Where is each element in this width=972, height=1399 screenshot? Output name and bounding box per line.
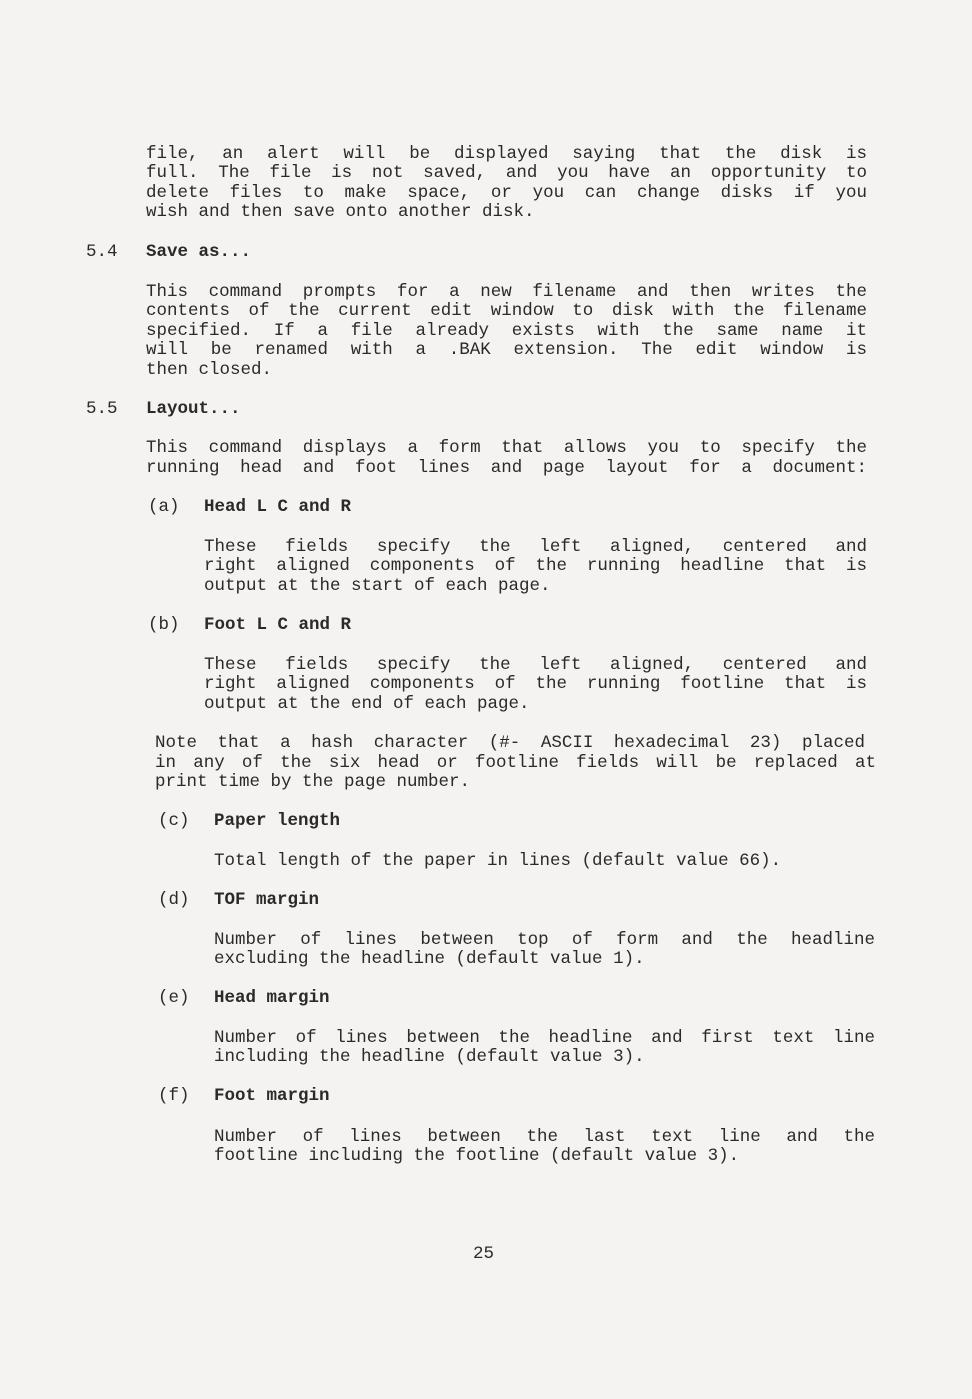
item-line: footline including the footline (default value 3). [214,1146,740,1166]
item-label: (c) [158,811,190,831]
page-number: 25 [473,1244,495,1264]
section-heading: Layout... [146,399,241,419]
intro-line-3: delete files to make space, or you can change disks if you [146,183,867,203]
item-label: (a) [148,497,180,517]
paragraph-line: contents of the current edit window to disk with the filename [146,301,867,321]
item-label: (f) [158,1086,190,1106]
item-line: output at the end of each page. [204,694,530,714]
paragraph-line: This command prompts for a new filename and then writes the [146,282,867,302]
note-line: Note that a hash character (#- ASCII hexadecimal 23) placed [155,733,865,753]
item-heading: Head L C and R [204,497,352,517]
paragraph-line: specified. If a file already exists with the same name it [146,321,867,341]
section-number: 5.4 [86,242,118,262]
note-line: in any of the six head or footline fields will be replaced at [155,753,876,773]
note-line: print time by the page number. [155,772,471,792]
item-line: right aligned components of the running footline that is [204,674,867,694]
item-line: excluding the headline (default value 1). [214,949,645,969]
paragraph-line: running head and foot lines and page layout for a document: [146,458,867,478]
intro-line-1: file, an alert will be displayed saying that the disk is [146,144,867,164]
item-line: Number of lines between the last text line and the [214,1127,875,1147]
item-line: These fields specify the left aligned, centered and [204,655,867,675]
section-number: 5.5 [86,399,118,419]
item-heading: TOF margin [214,890,320,910]
item-heading: Foot margin [214,1086,330,1106]
intro-line-2: full. The file is not saved, and you have an opportunity to [146,163,867,183]
item-heading: Foot L C and R [204,615,352,635]
paragraph-line: then closed. [146,360,273,380]
paragraph-line: will be renamed with a .BAK extension. The edit window is [146,340,867,360]
item-heading: Paper length [214,811,341,831]
item-heading: Head margin [214,988,330,1008]
item-label: (d) [158,890,190,910]
item-line: including the headline (default value 3). [214,1047,645,1067]
item-line: Total length of the paper in lines (default value 66). [214,851,782,871]
item-line: Number of lines between the headline and first text line [214,1028,875,1048]
intro-line-4: wish and then save onto another disk. [146,202,535,222]
item-line: Number of lines between top of form and the headline [214,930,875,950]
section-heading: Save as... [146,242,252,262]
paragraph-line: This command displays a form that allows you to specify the [146,438,867,458]
item-line: These fields specify the left aligned, centered and [204,537,867,557]
item-line: right aligned components of the running headline that is [204,556,867,576]
item-label: (b) [148,615,180,635]
item-label: (e) [158,988,190,1008]
item-line: output at the start of each page. [204,576,551,596]
